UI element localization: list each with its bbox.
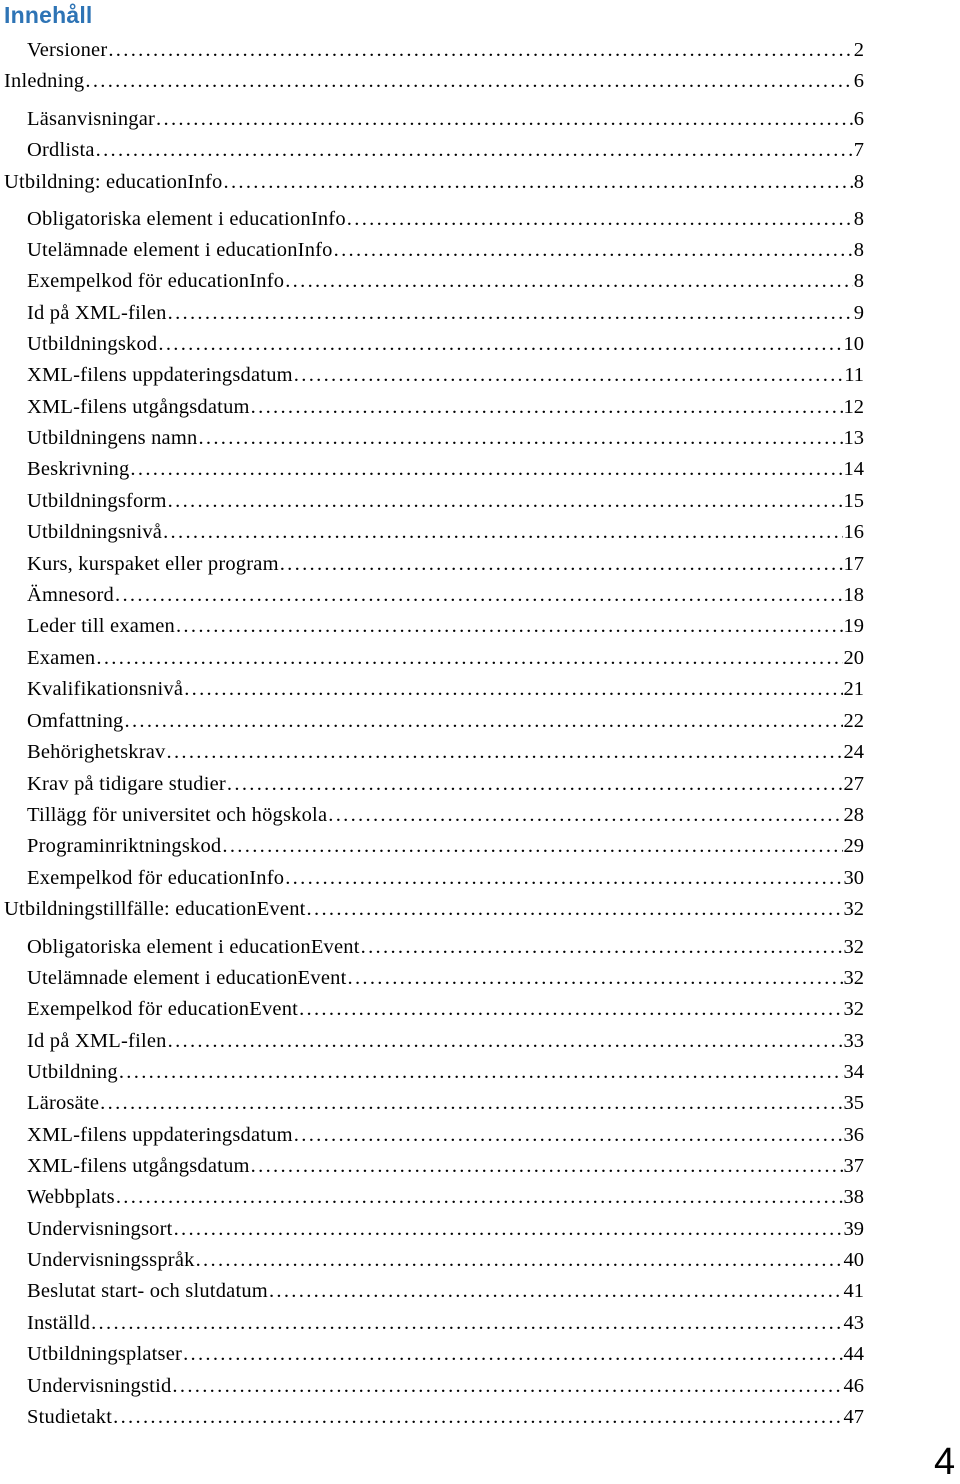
- toc-entry-page: 6: [853, 108, 864, 130]
- toc-entry-page: 47: [843, 1406, 864, 1428]
- toc-entry-title: Undervisningsspråk: [27, 1249, 195, 1271]
- toc-entry-title: XML-filens uppdateringsdatum: [27, 364, 293, 386]
- toc-entry-page: 43: [843, 1312, 864, 1334]
- toc-entry-title: Kvalifikationsnivå: [27, 678, 184, 700]
- toc-dot-leader: [348, 965, 843, 991]
- toc-dot-leader: [251, 1153, 843, 1179]
- toc-entry-title: Läsanvisningar: [27, 108, 156, 130]
- toc-entry[interactable]: [27, 865, 864, 891]
- toc-entry-page: 35: [843, 1092, 864, 1114]
- toc-entry-title: Kurs, kurspaket eller program: [27, 553, 279, 575]
- toc-entry[interactable]: [27, 1373, 864, 1399]
- toc-entry-page: 29: [843, 835, 864, 857]
- toc-entry[interactable]: [4, 169, 864, 195]
- toc-dot-leader: [100, 1090, 842, 1116]
- toc-entry[interactable]: [27, 708, 864, 734]
- toc-entry[interactable]: [4, 896, 864, 922]
- toc-entry[interactable]: [27, 1153, 864, 1179]
- toc-entry[interactable]: [27, 1216, 864, 1242]
- toc-entry-page: 36: [843, 1124, 864, 1146]
- toc-entry[interactable]: [27, 1122, 864, 1148]
- toc-entry[interactable]: [27, 456, 864, 482]
- toc-dot-leader: [328, 802, 842, 828]
- toc-dot-leader: [269, 1278, 843, 1304]
- toc-entry-page: 32: [843, 967, 864, 989]
- toc-dot-leader: [183, 1341, 842, 1367]
- toc-entry[interactable]: [27, 739, 864, 765]
- toc-entry-title: Utbildningens namn: [27, 427, 198, 449]
- toc-dot-leader: [130, 456, 842, 482]
- toc-entry-page: 41: [843, 1280, 864, 1302]
- toc-entry-page: 39: [843, 1218, 864, 1240]
- toc-entry[interactable]: [27, 1310, 864, 1336]
- toc-entry-page: 18: [843, 584, 864, 606]
- toc-entry-title: Beslutat start- och slutdatum: [27, 1280, 268, 1302]
- toc-entry-title: Utbildningsplatser: [27, 1343, 183, 1365]
- toc-entry-page: 15: [843, 490, 864, 512]
- toc-entry[interactable]: [27, 771, 864, 797]
- toc-entry-title: XML-filens uppdateringsdatum: [27, 1124, 293, 1146]
- toc-entry-page: 32: [843, 936, 864, 958]
- toc-entry-page: 14: [843, 458, 864, 480]
- toc-dot-leader: [196, 1247, 843, 1273]
- toc-heading: Innehåll: [4, 2, 93, 28]
- toc-dot-leader: [172, 1373, 842, 1399]
- toc-entry[interactable]: [27, 331, 864, 357]
- toc-entry-title: Utbildningskod: [27, 333, 158, 355]
- toc-dot-leader: [168, 1028, 843, 1054]
- toc-entry[interactable]: [27, 1184, 864, 1210]
- toc-entry[interactable]: [27, 37, 864, 63]
- toc-entry[interactable]: [27, 676, 864, 702]
- toc-dot-leader: [285, 865, 842, 891]
- toc-dot-leader: [251, 394, 843, 420]
- toc-entry-page: 21: [843, 678, 864, 700]
- toc-entry-title: Krav på tidigare studier: [27, 773, 226, 795]
- toc-dot-leader: [85, 68, 852, 94]
- toc-entry-title: Utbildning: [27, 1061, 118, 1083]
- toc-entry-page: 13: [843, 427, 864, 449]
- toc-dot-leader: [227, 771, 843, 797]
- toc-entry[interactable]: [27, 268, 864, 294]
- toc-entry-title: Utbildningsform: [27, 490, 167, 512]
- toc-entry[interactable]: [27, 300, 864, 326]
- toc-entry[interactable]: [27, 206, 864, 232]
- toc-entry-title: XML-filens utgångsdatum: [27, 1155, 250, 1177]
- toc-entry-title: Behörighetskrav: [27, 741, 166, 763]
- toc-entry[interactable]: [27, 833, 864, 859]
- toc-entry-page: 12: [843, 396, 864, 418]
- toc-entry-title: Examen: [27, 647, 96, 669]
- toc-entry-title: Tillägg för universitet och högskola: [27, 804, 328, 826]
- toc-entry[interactable]: [27, 519, 864, 545]
- toc-entry-page: 38: [843, 1186, 864, 1208]
- toc-entry[interactable]: [27, 645, 864, 671]
- toc-entry[interactable]: [27, 425, 864, 451]
- toc-entry-page: 8: [853, 171, 864, 193]
- toc-dot-leader: [222, 833, 842, 859]
- toc-entry-page: 6: [853, 70, 864, 92]
- toc-dot-leader: [125, 708, 843, 734]
- toc-dot-leader: [174, 1216, 843, 1242]
- toc-entry-title: Inledning: [4, 70, 85, 92]
- toc-dot-leader: [224, 169, 853, 195]
- toc-entry-title: Webbplats: [27, 1186, 115, 1208]
- toc-entry-title: Obligatoriska element i educationInfo: [27, 208, 346, 230]
- toc-entry-page: 17: [843, 553, 864, 575]
- toc-entry-title: Utbildningsnivå: [27, 521, 163, 543]
- toc-entry-title: Exempelkod för educationInfo: [27, 867, 285, 889]
- toc-entry-page: 20: [843, 647, 864, 669]
- toc-entry-page: 33: [843, 1030, 864, 1052]
- toc-dot-leader: [167, 739, 843, 765]
- page-number: 4: [934, 1441, 956, 1483]
- toc-entry-title: Obligatoriska element i educationEvent: [27, 936, 360, 958]
- toc-entry[interactable]: [27, 1247, 864, 1273]
- toc-entry-page: 40: [843, 1249, 864, 1271]
- toc-entry-page: 34: [843, 1061, 864, 1083]
- toc-entry-title: Utelämnade element i educationEvent: [27, 967, 347, 989]
- toc-entry-title: Ordlista: [27, 139, 95, 161]
- toc-entry-title: Lärosäte: [27, 1092, 100, 1114]
- toc-dot-leader: [168, 300, 853, 326]
- toc-entry[interactable]: [27, 965, 864, 991]
- toc-dot-leader: [116, 1184, 843, 1210]
- toc-entry-title: Utelämnade element i educationInfo: [27, 239, 333, 261]
- toc-entry-title: Undervisningsort: [27, 1218, 173, 1240]
- toc-entry[interactable]: [27, 137, 864, 163]
- toc-entry-title: XML-filens utgångsdatum: [27, 396, 250, 418]
- toc-entry-title: Programinriktningskod: [27, 835, 222, 857]
- toc-dot-leader: [347, 206, 853, 232]
- toc-dot-leader: [280, 551, 843, 577]
- toc-entry-page: 8: [853, 270, 864, 292]
- toc-dot-leader: [96, 645, 842, 671]
- toc-dot-leader: [91, 1310, 842, 1336]
- toc-entry-title: Utbildning: educationInfo: [4, 171, 223, 193]
- toc-dot-leader: [285, 268, 853, 294]
- toc-dot-leader: [115, 582, 842, 608]
- toc-dot-leader: [334, 237, 853, 263]
- toc-entry-page: 46: [843, 1375, 864, 1397]
- toc-entry[interactable]: [27, 802, 864, 828]
- toc-entry[interactable]: [27, 1404, 864, 1430]
- toc-entry[interactable]: [27, 394, 864, 420]
- toc-entry-page: 19: [843, 615, 864, 637]
- toc-entry-title: Id på XML-filen: [27, 1030, 167, 1052]
- toc-entry-title: Omfattning: [27, 710, 124, 732]
- toc-entry-title: Leder till examen: [27, 615, 175, 637]
- toc-entry[interactable]: [27, 1028, 864, 1054]
- toc-dot-leader: [299, 996, 842, 1022]
- toc-dot-leader: [158, 331, 842, 357]
- toc-dot-leader: [108, 37, 852, 63]
- toc-entry-page: 2: [853, 39, 864, 61]
- toc-entry-page: 32: [843, 998, 864, 1020]
- toc-dot-leader: [156, 106, 853, 132]
- toc-entry[interactable]: [4, 68, 864, 94]
- toc-entry-title: Studietakt: [27, 1406, 113, 1428]
- toc-entry-page: 28: [843, 804, 864, 826]
- toc-entry-page: 37: [843, 1155, 864, 1177]
- toc-dot-leader: [294, 362, 843, 388]
- toc-dot-leader: [198, 425, 842, 451]
- toc-entry-page: 27: [843, 773, 864, 795]
- toc-entry-page: 10: [843, 333, 864, 355]
- toc-entry-title: Exempelkod för educationEvent: [27, 998, 299, 1020]
- toc-dot-leader: [294, 1122, 843, 1148]
- toc-dot-leader: [119, 1059, 843, 1085]
- toc-entry-title: Beskrivning: [27, 458, 130, 480]
- toc-entry-page: 16: [843, 521, 864, 543]
- toc-dot-leader: [176, 613, 843, 639]
- toc-entry-page: 11: [844, 364, 864, 386]
- toc-entry[interactable]: [27, 934, 864, 960]
- toc-entry-title: Versioner: [27, 39, 108, 61]
- toc-entry[interactable]: [27, 1341, 864, 1367]
- toc-entry-title: Utbildningstillfälle: educationEvent: [4, 898, 306, 920]
- toc-entry-title: Inställd: [27, 1312, 91, 1334]
- toc-dot-leader: [113, 1404, 842, 1430]
- toc-dot-leader: [184, 676, 842, 702]
- toc-entry[interactable]: [27, 106, 864, 132]
- toc-entry-page: 7: [853, 139, 864, 161]
- toc-entry-page: 8: [853, 239, 864, 261]
- toc-entry[interactable]: [27, 613, 864, 639]
- toc-entry[interactable]: [27, 362, 864, 388]
- toc-entry-title: Ämnesord: [27, 584, 115, 606]
- toc-entry-page: 9: [853, 302, 864, 324]
- toc-entry-page: 24: [843, 741, 864, 763]
- toc-entry[interactable]: [27, 1278, 864, 1304]
- toc-entry[interactable]: [27, 996, 864, 1022]
- toc-entry[interactable]: [27, 582, 864, 608]
- toc-entry[interactable]: [27, 1059, 864, 1085]
- toc-entry[interactable]: [27, 1090, 864, 1116]
- toc-entry[interactable]: [27, 551, 864, 577]
- toc-dot-leader: [361, 934, 843, 960]
- toc-entry-title: Undervisningstid: [27, 1375, 172, 1397]
- toc-entry-page: 44: [843, 1343, 864, 1365]
- toc-entry[interactable]: [27, 237, 864, 263]
- toc-entry-title: Exempelkod för educationInfo: [27, 270, 285, 292]
- toc-dot-leader: [163, 519, 842, 545]
- toc-dot-leader: [96, 137, 853, 163]
- toc-entry-page: 22: [843, 710, 864, 732]
- toc-entry-page: 32: [843, 898, 864, 920]
- toc-entry-page: 8: [853, 208, 864, 230]
- toc-dot-leader: [168, 488, 843, 514]
- toc-entry[interactable]: [27, 488, 864, 514]
- toc-entry-page: 30: [843, 867, 864, 889]
- toc-entry-title: Id på XML-filen: [27, 302, 167, 324]
- toc-dot-leader: [307, 896, 843, 922]
